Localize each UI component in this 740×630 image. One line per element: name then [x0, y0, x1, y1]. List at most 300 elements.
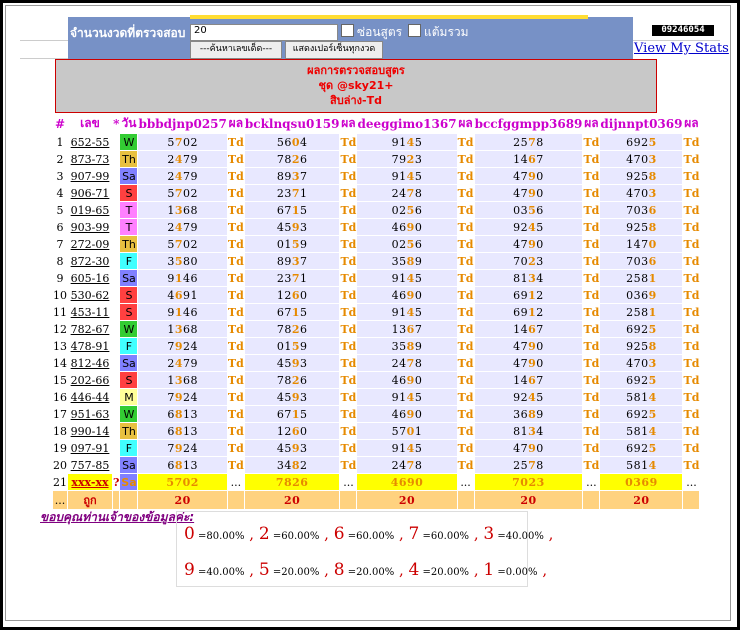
result-mark: Td [457, 441, 474, 455]
row-number [68, 389, 112, 405]
digit-stats-row [184, 524, 553, 544]
formula-cell [600, 219, 682, 235]
result-mark: Td [683, 135, 700, 149]
formula-cell [600, 134, 682, 150]
formula-hit-digit: 6 [648, 254, 657, 268]
digit-separator: , [244, 525, 259, 543]
row-number-link[interactable]: 652-55 [70, 135, 110, 149]
formula-cell [600, 270, 682, 286]
formula-cell [475, 372, 583, 388]
formula-hit-digit: 3 [648, 152, 657, 166]
result-mark: Td [227, 339, 244, 353]
result-mark: Td [340, 390, 357, 404]
formula-hit-digit: 9 [174, 339, 183, 353]
find-button[interactable]: ---ค้นหาเลขเด็ด--- [190, 41, 282, 59]
row-number-link[interactable]: 906-71 [70, 186, 110, 200]
result-mark: Td [340, 407, 357, 421]
row-number-link[interactable]: 530-62 [70, 288, 110, 302]
formula-hit-digit: 1 [648, 305, 657, 319]
formula-digits: 3 [536, 254, 544, 268]
formula-hit-digit: 3 [291, 169, 300, 183]
formula-cell [600, 389, 682, 405]
result-mark: Td [457, 458, 474, 472]
formula-cell [600, 457, 682, 473]
formula-hit-digit: 8 [648, 220, 657, 234]
formula-digits: 13 [182, 407, 198, 421]
formula-cell [475, 321, 583, 337]
row-number [68, 168, 112, 184]
hit-count-cell: 20 [245, 491, 340, 509]
result-mark: Td [583, 254, 600, 268]
formula-digits: 45 [276, 390, 292, 404]
formula-cell [357, 168, 456, 184]
round-label: จำนวนงวดที่ตรวจสอบ [70, 26, 186, 40]
formula-cell [475, 270, 583, 286]
row-index: 5 [56, 203, 64, 217]
result-mark: Td [457, 135, 474, 149]
row-star [113, 270, 119, 286]
formula-hit-digit: 4 [174, 220, 183, 234]
result-mark: Td [227, 271, 244, 285]
col-formula: dijnnpt0369 [600, 114, 682, 133]
row-number-link[interactable]: 782-67 [70, 322, 110, 336]
result-mark: Td [227, 441, 244, 455]
formula-hit-digit: 4 [648, 458, 657, 472]
formula-digits: 91 [182, 288, 198, 302]
formula-cell [245, 389, 340, 405]
row-star [113, 338, 119, 354]
formula-cell [600, 236, 682, 252]
result-mark: Td [340, 441, 357, 455]
result-mark: Td [683, 203, 700, 217]
row-star [113, 355, 119, 371]
formula-cell [475, 219, 583, 235]
export-button[interactable]: แสดงเปอร์เซ็นทุกงวด [285, 41, 383, 59]
formula-digits: 13 [182, 458, 198, 472]
formula-digits: 2 [167, 356, 175, 370]
row-index: 12 [53, 322, 67, 336]
full-score-checkbox[interactable] [408, 24, 421, 37]
formula-digits: 01 [276, 339, 292, 353]
result-mark: ... [228, 474, 244, 490]
row-day: T [120, 202, 137, 218]
formula-cell [357, 304, 456, 320]
formula-hit-digit: 9 [291, 356, 300, 370]
formula-hit-digit: 0 [291, 135, 300, 149]
formula-hit-digit: 5 [528, 203, 537, 217]
digit-separator: , [469, 561, 484, 579]
prediction-cell: 4690 [357, 474, 456, 490]
formula-digits: 02 [182, 186, 198, 200]
formula-hit-digit: 4 [406, 169, 415, 183]
row-day: S [120, 372, 137, 388]
formula-hit-digit: 5 [648, 135, 657, 149]
formula-hit-digit: 7 [291, 271, 300, 285]
row-number [68, 457, 112, 473]
control-bar-accent [190, 15, 588, 19]
digit-percent: =20.00% [347, 567, 395, 578]
digit-value: 4 [408, 560, 420, 580]
result-mark: Td [683, 441, 700, 455]
formula-digits: 581 [626, 424, 649, 438]
row-number-link[interactable]: 605-16 [70, 271, 110, 285]
formula-hit-digit: 9 [291, 220, 300, 234]
formula-hit-digit: 5 [291, 237, 300, 251]
formula-cell [357, 406, 456, 422]
row-day: W [120, 406, 137, 422]
row-day: F [120, 253, 137, 269]
formula-digits: 47 [513, 356, 529, 370]
result-mark: Td [683, 220, 700, 234]
formula-digits: 3 [299, 441, 308, 455]
row-star [113, 457, 119, 473]
formula-digits: 79 [182, 220, 198, 234]
row-number-link[interactable]: 202-66 [70, 373, 110, 387]
formula-hit-digit: 4 [406, 305, 415, 319]
result-mark: Td [457, 203, 474, 217]
row-star [113, 202, 119, 218]
formula-digits: 5 [299, 407, 308, 421]
formula-digits: 5 [414, 271, 423, 285]
formula-digits: 9 [414, 254, 423, 268]
formula-digits: 3 [414, 152, 423, 166]
row-number-link[interactable]: 272-09 [70, 237, 110, 251]
result-mark: Td [457, 424, 474, 438]
formula-hit-digit: 3 [528, 424, 537, 438]
formula-cell [475, 355, 583, 371]
row-star [113, 389, 119, 405]
row-number-link[interactable]: 990-14 [70, 424, 110, 438]
round-input[interactable]: 20 [190, 24, 338, 41]
formula-cell [357, 253, 456, 269]
formula-digits: 0 [414, 373, 423, 387]
formula-cell [138, 406, 226, 422]
formula-cell [138, 423, 226, 439]
table-row [53, 423, 699, 439]
formula-hit-digit: 2 [291, 373, 300, 387]
result-mark: Td [583, 288, 600, 302]
formula-hit-digit: 9 [406, 407, 415, 421]
result-table [52, 113, 700, 510]
formula-cell [245, 219, 340, 235]
digit-separator: , [469, 525, 484, 543]
row-day: F [120, 440, 137, 456]
result-mark: Td [683, 390, 700, 404]
formula-digits: 6 [536, 203, 544, 217]
formula-hit-digit: 4 [406, 441, 415, 455]
result-mark: Td [583, 203, 600, 217]
formula-hit-digit: 7 [406, 186, 415, 200]
formula-digits: 7 [536, 322, 544, 336]
formula-cell [475, 440, 583, 456]
row-number [68, 134, 112, 150]
formula-hit-digit: 5 [406, 237, 415, 251]
formula-cell [245, 151, 340, 167]
formula-digits: 2 [167, 169, 175, 183]
row-number-link[interactable]: 757-85 [70, 458, 110, 472]
formula-hit-digit: 7 [291, 186, 300, 200]
result-mark: Td [457, 373, 474, 387]
formula-digits: 4 [536, 424, 544, 438]
formula-digits: 2 [299, 458, 308, 472]
formula-digits: 8 [414, 356, 423, 370]
hide-formula-checkbox[interactable] [341, 24, 354, 37]
formula-digits: 23 [276, 271, 292, 285]
formula-digits: 692 [626, 322, 649, 336]
result-mark: Td [457, 305, 474, 319]
view-stats-link[interactable]: View My Stats [634, 41, 729, 56]
result-mark: Td [583, 186, 600, 200]
formula-digits: 91 [391, 305, 407, 319]
row-number-link[interactable]: xxx-xx [71, 475, 109, 489]
row-index: 17 [53, 407, 67, 421]
formula-cell [138, 321, 226, 337]
row-day: Th [122, 152, 136, 166]
formula-digits: 0 [536, 169, 544, 183]
formula-hit-digit: 7 [174, 237, 183, 251]
digit-value: 3 [483, 524, 495, 544]
col-formula: bcklnqsu0159 [245, 114, 340, 133]
table-row [53, 270, 699, 286]
row-number-link[interactable]: 907-99 [70, 169, 110, 183]
result-mark: Td [583, 441, 600, 455]
sum-label: ... [53, 491, 67, 509]
formula-digits: 25 [513, 135, 529, 149]
row-number [68, 202, 112, 218]
prediction-cell: 7826 [245, 474, 340, 490]
formula-cell [357, 185, 456, 201]
formula-digits: 14 [513, 373, 529, 387]
formula-digits: 0 [536, 339, 544, 353]
row-index: 8 [56, 254, 64, 268]
formula-digits: 47 [513, 441, 529, 455]
formula-cell [138, 304, 226, 320]
formula-digits: 81 [513, 271, 529, 285]
formula-digits: 7 [167, 390, 175, 404]
formula-digits: 46 [182, 305, 198, 319]
row-number-link[interactable]: 903-99 [70, 220, 110, 234]
row-star [113, 440, 119, 456]
formula-cell [475, 287, 583, 303]
formula-hit-digit: 8 [528, 407, 537, 421]
formula-digits: 0 [414, 288, 423, 302]
formula-cell [475, 168, 583, 184]
row-index: 7 [56, 237, 64, 251]
row-day: Sa [122, 169, 136, 183]
formula-digits: 46 [391, 288, 407, 302]
digit-percent: =20.00% [272, 567, 320, 578]
formula-hit-digit: 6 [291, 288, 300, 302]
formula-hit-digit: 8 [291, 458, 300, 472]
result-mark: Td [457, 220, 474, 234]
formula-digits: 02 [182, 135, 198, 149]
row-index: 19 [53, 441, 67, 455]
digit-stats-row [184, 560, 547, 580]
formula-cell [600, 372, 682, 388]
formula-digits: 89 [276, 254, 292, 268]
row-day: S [120, 185, 137, 201]
formula-digits: 7 [536, 373, 544, 387]
formula-cell [475, 423, 583, 439]
formula-hit-digit: 5 [648, 322, 657, 336]
table-row [53, 219, 699, 235]
digit-separator: , [394, 525, 409, 543]
formula-digits: 470 [626, 356, 649, 370]
formula-digits: 5 [536, 390, 544, 404]
row-number-link[interactable]: 446-44 [70, 390, 110, 404]
formula-hit-digit: 2 [528, 254, 537, 268]
formula-digits: 3 [167, 254, 175, 268]
formula-digits: 925 [626, 339, 649, 353]
table-row [53, 134, 699, 150]
formula-digits: 0 [536, 356, 544, 370]
formula-cell [357, 338, 456, 354]
formula-digits: 5 [167, 237, 175, 251]
formula-cell [357, 321, 456, 337]
table-header-row [53, 114, 699, 133]
row-number-link[interactable]: 019-65 [70, 203, 110, 217]
formula-cell [138, 270, 226, 286]
formula-cell [245, 406, 340, 422]
formula-hit-digit: 1 [528, 305, 537, 319]
formula-digits: 9 [299, 237, 308, 251]
result-mark: Td [340, 458, 357, 472]
row-number-link[interactable]: 097-91 [70, 441, 110, 455]
formula-digits: 7 [167, 339, 175, 353]
row-star [113, 491, 119, 509]
result-mark: Td [340, 237, 357, 251]
row-number [68, 372, 112, 388]
result-mark: Td [457, 254, 474, 268]
formula-hit-digit: 6 [528, 322, 537, 336]
formula-digits: 2 [167, 152, 175, 166]
formula-digits: 36 [513, 407, 529, 421]
formula-digits: 2 [536, 288, 544, 302]
table-row [53, 321, 699, 337]
row-star [113, 236, 119, 252]
row-day [120, 491, 137, 509]
result-mark: Td [683, 237, 700, 251]
formula-hit-digit: 8 [174, 458, 183, 472]
row-star [113, 253, 119, 269]
hit-count-cell: 20 [475, 491, 583, 509]
formula-digits: 24 [391, 356, 407, 370]
formula-cell [600, 304, 682, 320]
formula-hit-digit: 4 [406, 135, 415, 149]
formula-cell [475, 457, 583, 473]
formula-hit-digit: 6 [528, 152, 537, 166]
formula-cell [245, 355, 340, 371]
formula-digits: 67 [276, 407, 292, 421]
row-day: W [120, 134, 137, 150]
formula-digits: 1 [167, 322, 175, 336]
result-mark: Td [227, 135, 244, 149]
formula-digits: 56 [276, 135, 292, 149]
formula-digits: 47 [513, 237, 529, 251]
result-mark: Td [583, 339, 600, 353]
row-number [68, 236, 112, 252]
row-star [113, 219, 119, 235]
result-mark: Td [583, 169, 600, 183]
row-number [68, 321, 112, 337]
formula-hit-digit: 5 [648, 407, 657, 421]
row-index: 1 [56, 135, 64, 149]
row-number-link[interactable]: 812-46 [70, 356, 110, 370]
formula-digits: 68 [182, 373, 198, 387]
row-number-link[interactable]: 872-30 [70, 254, 110, 268]
col-result: ผล [228, 114, 244, 133]
formula-hit-digit: 2 [291, 322, 300, 336]
formula-digits: 24 [391, 186, 407, 200]
row-number-link[interactable]: 873-73 [70, 152, 110, 166]
digit-value: 5 [258, 560, 270, 580]
formula-digits: 3 [299, 220, 308, 234]
formula-hit-digit: 7 [174, 135, 183, 149]
formula-digits: 91 [391, 271, 407, 285]
row-star [113, 321, 119, 337]
table-row [53, 457, 699, 473]
formula-digits: 1 [167, 203, 175, 217]
formula-digits: 692 [626, 135, 649, 149]
row-day: S [120, 304, 137, 320]
formula-hit-digit: 1 [648, 271, 657, 285]
formula-cell [245, 168, 340, 184]
formula-digits: 0 [414, 220, 423, 234]
row-index: 16 [53, 390, 67, 404]
formula-digits: 5 [167, 135, 175, 149]
formula-digits: 92 [513, 390, 529, 404]
col-result: ผล [340, 114, 356, 133]
formula-cell [138, 219, 226, 235]
row-number-link[interactable]: 453-11 [70, 305, 110, 319]
row-index: 3 [56, 169, 64, 183]
formula-digits: 23 [276, 186, 292, 200]
formula-digits: 6 [299, 322, 308, 336]
formula-digits: 47 [513, 339, 529, 353]
row-index: 11 [53, 305, 67, 319]
formula-digits: 6 [167, 424, 175, 438]
formula-hit-digit: 9 [528, 339, 537, 353]
col-formula: deeggimo1367 [357, 114, 456, 133]
row-number-link[interactable]: 478-91 [70, 339, 110, 353]
formula-cell [245, 304, 340, 320]
formula-cell [138, 372, 226, 388]
result-mark: ... [683, 474, 699, 490]
formula-digits: 02 [391, 237, 407, 251]
result-mark: Td [583, 220, 600, 234]
formula-cell [475, 253, 583, 269]
formula-cell [138, 338, 226, 354]
result-mark: Td [227, 169, 244, 183]
result-mark: Td [457, 339, 474, 353]
result-mark: Td [583, 390, 600, 404]
row-number-link[interactable]: 951-63 [70, 407, 110, 421]
row-day: S [120, 287, 137, 303]
formula-digits: 13 [182, 424, 198, 438]
formula-digits: 925 [626, 169, 649, 183]
formula-digits: 4 [536, 271, 544, 285]
formula-cell [138, 151, 226, 167]
result-mark: Td [583, 458, 600, 472]
result-mark: Td [683, 169, 700, 183]
formula-digits: 6 [299, 373, 308, 387]
formula-digits: 0 [536, 237, 544, 251]
row-star [113, 185, 119, 201]
digit-percent: =80.00% [198, 531, 245, 542]
formula-hit-digit: 2 [406, 152, 415, 166]
row-number [68, 338, 112, 354]
formula-cell [138, 134, 226, 150]
